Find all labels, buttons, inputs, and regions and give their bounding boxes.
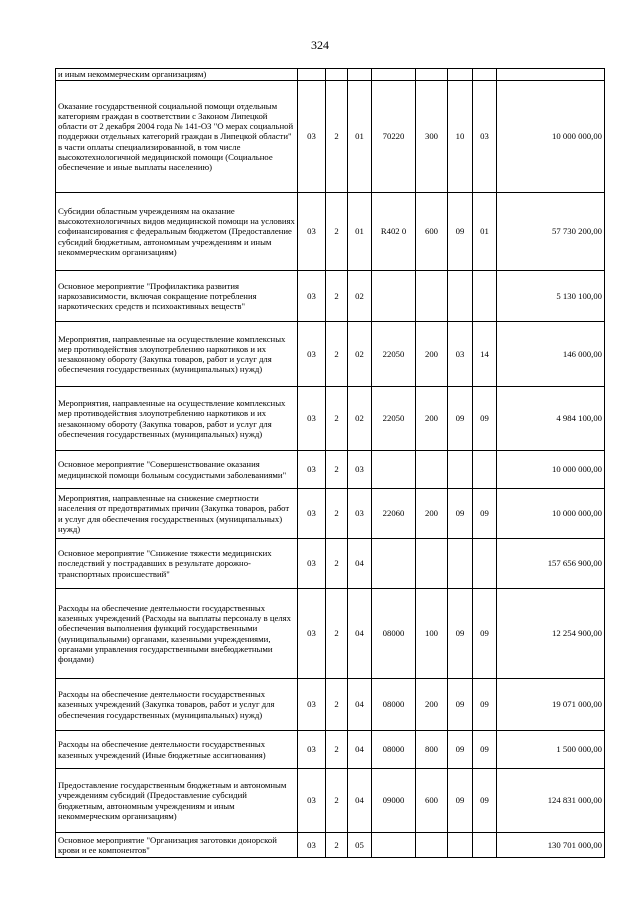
- expense-type: 300: [416, 81, 448, 193]
- section-code: [448, 69, 473, 81]
- amount: 10 000 000,00: [497, 489, 605, 539]
- section-code: 09: [448, 679, 473, 731]
- subprogram-code: 2: [326, 833, 348, 858]
- subprogram-code: [326, 69, 348, 81]
- section-code: 09: [448, 193, 473, 271]
- event-code: 03: [348, 489, 372, 539]
- subprogram-code: 2: [326, 679, 348, 731]
- subprogram-code: 2: [326, 539, 348, 589]
- subprogram-code: 2: [326, 387, 348, 451]
- event-code: 04: [348, 539, 372, 589]
- expense-type: 600: [416, 193, 448, 271]
- table-row: [56, 769, 605, 833]
- amount: 130 701 000,00: [497, 833, 605, 858]
- direction-code: 22050: [372, 387, 416, 451]
- subprogram-code: 2: [326, 451, 348, 489]
- event-code: 04: [348, 679, 372, 731]
- table-row: [56, 69, 605, 81]
- event-code: 03: [348, 451, 372, 489]
- direction-code: R402 0: [372, 193, 416, 271]
- expense-type: 200: [416, 489, 448, 539]
- expense-type: 100: [416, 589, 448, 679]
- subprogram-code: 2: [326, 322, 348, 387]
- table-row: [56, 589, 605, 679]
- program-code: 03: [298, 731, 326, 769]
- expense-type: [416, 451, 448, 489]
- subprogram-code: 2: [326, 769, 348, 833]
- table-row: [56, 539, 605, 589]
- event-code: 04: [348, 769, 372, 833]
- row-description: Расходы на обеспечение деятельности государственных казенных учреждений (Закупка товаров, работ и услуг для обеспечения государственных (муниципальных) нужд): [56, 679, 298, 731]
- row-description: и иным некоммерческим организациям): [56, 69, 298, 81]
- direction-code: [372, 833, 416, 858]
- event-code: [348, 69, 372, 81]
- direction-code: 70220: [372, 81, 416, 193]
- amount: 12 254 900,00: [497, 589, 605, 679]
- section-code: 09: [448, 387, 473, 451]
- direction-code: 08000: [372, 731, 416, 769]
- table-row: [56, 81, 605, 193]
- subprogram-code: 2: [326, 193, 348, 271]
- event-code: 02: [348, 271, 372, 322]
- table-row: [56, 322, 605, 387]
- program-code: 03: [298, 679, 326, 731]
- subsection-code: 09: [473, 489, 497, 539]
- subsection-code: 09: [473, 731, 497, 769]
- event-code: 02: [348, 387, 372, 451]
- event-code: 05: [348, 833, 372, 858]
- subsection-code: 09: [473, 589, 497, 679]
- table-row: [56, 271, 605, 322]
- subprogram-code: 2: [326, 731, 348, 769]
- row-description: Основное мероприятие "Совершенствование оказания медицинской помощи больным сосудистыми заболеваниями": [56, 451, 298, 489]
- expense-type: 800: [416, 731, 448, 769]
- row-description: Основное мероприятие "Снижение тяжести медицинских последствий у пострадавших в результате дорожно-транспортных происшествий": [56, 539, 298, 589]
- program-code: 03: [298, 193, 326, 271]
- expense-type: [416, 271, 448, 322]
- budget-table: [55, 68, 605, 858]
- subsection-code: [473, 271, 497, 322]
- direction-code: 08000: [372, 589, 416, 679]
- amount: 4 984 100,00: [497, 387, 605, 451]
- amount: 10 000 000,00: [497, 451, 605, 489]
- row-description: Основное мероприятие "Профилактика развития наркозависимости, включая сокращение потребления наркотических средств и психоактивных веществ": [56, 271, 298, 322]
- direction-code: 09000: [372, 769, 416, 833]
- amount: 10 000 000,00: [497, 81, 605, 193]
- row-description: Оказание государственной социальной помощи отдельным категориям граждан в соответствии с Законом Липецкой области от 2 декабря 2004 года № 141-ОЗ "О мерах социальной поддержки отдельных категорий граждан в Липецкой области" в части оплаты специализированной, в том числе высокотехнологичной медицинской помощи (Социальное обеспечение и иные выплаты населению): [56, 81, 298, 193]
- row-description: Мероприятия, направленные на осуществление комплексных мер противодействия злоупотреблению наркотиков и их незаконному обороту (Закупка товаров, работ и услуг для обеспечения государственных (муниципальных) нужд): [56, 387, 298, 451]
- subsection-code: 14: [473, 322, 497, 387]
- section-code: [448, 539, 473, 589]
- amount: [497, 69, 605, 81]
- direction-code: [372, 271, 416, 322]
- direction-code: 08000: [372, 679, 416, 731]
- subsection-code: 09: [473, 769, 497, 833]
- subsection-code: 09: [473, 387, 497, 451]
- subprogram-code: 2: [326, 589, 348, 679]
- event-code: 04: [348, 589, 372, 679]
- section-code: 03: [448, 322, 473, 387]
- expense-type: 600: [416, 769, 448, 833]
- section-code: 09: [448, 769, 473, 833]
- amount: 1 500 000,00: [497, 731, 605, 769]
- amount: 146 000,00: [497, 322, 605, 387]
- subsection-code: [473, 833, 497, 858]
- section-code: 09: [448, 489, 473, 539]
- subprogram-code: 2: [326, 81, 348, 193]
- event-code: 01: [348, 193, 372, 271]
- direction-code: [372, 539, 416, 589]
- subprogram-code: 2: [326, 489, 348, 539]
- table-row: [56, 451, 605, 489]
- row-description: Мероприятия, направленные на снижение смертности населения от предотвратимых причин (Закупка товаров, работ и услуг для обеспечения государственных (муниципальных) нужд): [56, 489, 298, 539]
- row-description: Предоставление государственным бюджетным и автономным учреждениям субсидий (Предоставление субсидий бюджетным, автономным учреждениям и иным некоммерческим организациям): [56, 769, 298, 833]
- table-row: [56, 193, 605, 271]
- row-description: Мероприятия, направленные на осуществление комплексных мер противодействия злоупотреблению наркотиков и их незаконному обороту (Закупка товаров, работ и услуг для обеспечения государственных (муниципальных) нужд): [56, 322, 298, 387]
- amount: 57 730 200,00: [497, 193, 605, 271]
- program-code: 03: [298, 322, 326, 387]
- table-row: [56, 489, 605, 539]
- event-code: 01: [348, 81, 372, 193]
- amount: 5 130 100,00: [497, 271, 605, 322]
- program-code: 03: [298, 387, 326, 451]
- program-code: 03: [298, 489, 326, 539]
- amount: 124 831 000,00: [497, 769, 605, 833]
- table-row: [56, 833, 605, 858]
- expense-type: [416, 539, 448, 589]
- subsection-code: [473, 451, 497, 489]
- row-description: Субсидии областным учреждениям на оказание высокотехнологичных видов медицинской помощи на условиях софинансирования с федеральным бюджетом (Предоставление субсидий бюджетным, автономным учреждениям и иным некоммерческим организациям): [56, 193, 298, 271]
- section-code: 09: [448, 731, 473, 769]
- subprogram-code: 2: [326, 271, 348, 322]
- row-description: Расходы на обеспечение деятельности государственных казенных учреждений (Иные бюджетные ассигнования): [56, 731, 298, 769]
- expense-type: 200: [416, 679, 448, 731]
- program-code: 03: [298, 271, 326, 322]
- section-code: [448, 833, 473, 858]
- table-row: [56, 731, 605, 769]
- direction-code: [372, 69, 416, 81]
- row-description: Расходы на обеспечение деятельности государственных казенных учреждений (Расходы на выплаты персоналу в целях обеспечения выполнения функций государственными (муниципальными) органами, казенными учреждениями, органами управления государственными внебюджетными фондами): [56, 589, 298, 679]
- table-row: [56, 679, 605, 731]
- table-row: [56, 387, 605, 451]
- section-code: [448, 271, 473, 322]
- expense-type: [416, 833, 448, 858]
- page-number: 324: [311, 38, 329, 52]
- subsection-code: [473, 539, 497, 589]
- program-code: 03: [298, 769, 326, 833]
- program-code: 03: [298, 539, 326, 589]
- amount: 19 071 000,00: [497, 679, 605, 731]
- subsection-code: 09: [473, 679, 497, 731]
- subsection-code: [473, 69, 497, 81]
- subsection-code: 03: [473, 81, 497, 193]
- expense-type: 200: [416, 387, 448, 451]
- program-code: 03: [298, 81, 326, 193]
- program-code: 03: [298, 589, 326, 679]
- event-code: 02: [348, 322, 372, 387]
- section-code: 10: [448, 81, 473, 193]
- program-code: 03: [298, 451, 326, 489]
- expense-type: [416, 69, 448, 81]
- section-code: [448, 451, 473, 489]
- direction-code: 22060: [372, 489, 416, 539]
- amount: 157 656 900,00: [497, 539, 605, 589]
- expense-type: 200: [416, 322, 448, 387]
- direction-code: 22050: [372, 322, 416, 387]
- program-code: 03: [298, 833, 326, 858]
- direction-code: [372, 451, 416, 489]
- row-description: Основное мероприятие "Организация заготовки донорской крови и ее компонентов": [56, 833, 298, 858]
- section-code: 09: [448, 589, 473, 679]
- event-code: 04: [348, 731, 372, 769]
- subsection-code: 01: [473, 193, 497, 271]
- program-code: [298, 69, 326, 81]
